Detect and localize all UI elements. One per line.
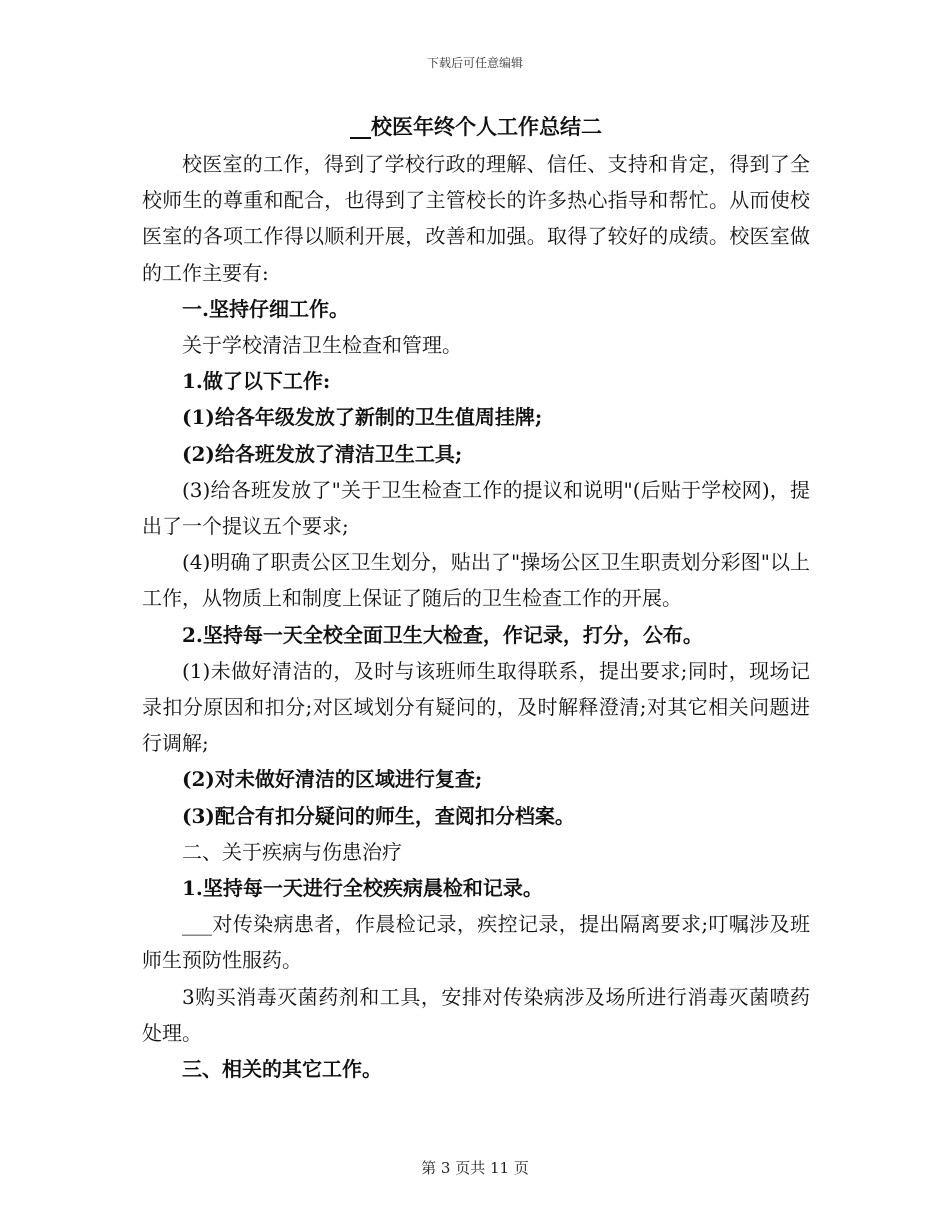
paragraph-disinfection: 3购买消毒灭菌药剂和工具，安排对传染病涉及场所进行消毒灭菌喷药处理。 (142, 984, 810, 1045)
page-footer: 第 3 页共 11 页 (421, 1159, 529, 1177)
heading-section-3: 三、相关的其它工作。 (182, 1057, 382, 1082)
list-item: (3)配合有扣分疑问的师生，查阅扣分档案。 (182, 803, 575, 828)
document-title: __校医年终个人工作总结二 (350, 114, 602, 139)
paragraph-hygiene: 关于学校清洁卫生检查和管理。 (182, 333, 462, 358)
list-item: (1)给各年级发放了新制的卫生值周挂牌; (182, 405, 543, 430)
document-body (142, 108, 810, 1087)
list-item: (3)给各班发放了"关于卫生检查工作的提议和说明"(后贴于学校网)，提出了一个提议五个要求; (142, 477, 810, 539)
heading-section-1: 一.坚持仔细工作。 (182, 296, 349, 321)
list-item: (2)给各班发放了清洁卫生工具; (182, 441, 463, 466)
page-header: 下载后可任意编辑 (426, 56, 523, 70)
list-item: (1)未做好清洁的，及时与该班师生取得联系，提出要求;同时，现场记录扣分原因和扣分;对区域划分有疑问的，及时解释澄清;对其它相关问题进行调解; (142, 658, 810, 756)
paragraph-infectious: ___对传染病患者，作晨检记录，疾控记录，提出隔离要求;叮嘱涉及班师生预防性服药。 (142, 912, 810, 973)
subheading-2: 2.坚持每一天全校全面卫生大检查，作记录，打分，公布。 (182, 622, 703, 647)
list-item: (4)明确了职责公区卫生划分，贴出了"操场公区卫生职责划分彩图"以上工作，从物质上和制度上保证了随后的卫生检查工作的开展。 (142, 550, 810, 611)
list-item: (2)对未做好清洁的区域进行复查; (182, 767, 483, 792)
paragraph-intro: 校医室的工作，得到了学校行政的理解、信任、支持和肯定，得到了全校师生的尊重和配合，也得到了主管校长的许多热心指导和帮忙。从而使校医室的各项工作得以顺利开展，改善和加强。取得了较好的成绩。校医室做的工作主要有: (142, 152, 810, 285)
subheading-3: 1.坚持每一天进行全校疾病晨检和记录。 (182, 876, 543, 901)
heading-section-2: 二、关于疾病与伤患治疗 (182, 839, 402, 864)
subheading-1: 1.做了以下工作: (182, 369, 331, 394)
